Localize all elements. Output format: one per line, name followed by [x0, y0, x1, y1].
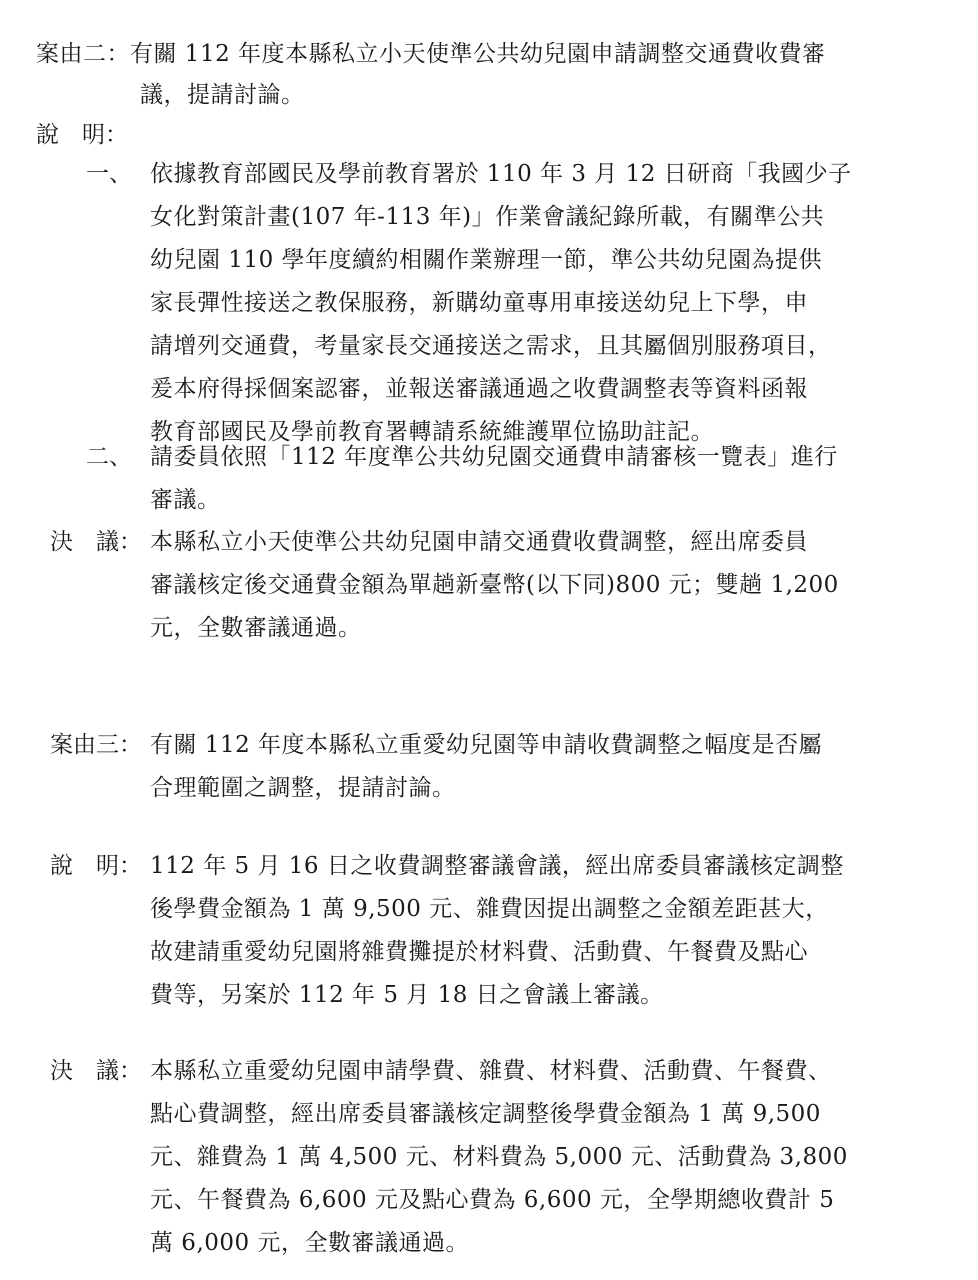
item1-line-2: 女化對策計畫(107 年-113 年)」作業會議紀錄所載，有關準公共	[150, 204, 825, 230]
item1-line-7: 教育部國民及學前教育署轉請系統維護單位協助註記。	[150, 419, 714, 445]
case2-resolution-label: 決 議：	[50, 529, 142, 555]
item1-line-3: 幼兒園 110 學年度續約相關作業辦理一節，準公共幼兒園為提供	[150, 247, 823, 273]
case2-explain-item1	[150, 153, 852, 454]
item1-line-1: 依據教育部國民及學前教育署於 110 年 3 月 12 日研商「我國少子	[150, 161, 852, 187]
item1-line-6: 爰本府得採個案認審，並報送審議通過之收費調整表等資料函報	[150, 376, 808, 402]
case2-resolution-line-3: 元，全數審議通過。	[150, 615, 362, 641]
case3-explain-line-3: 故建請重愛幼兒園將雜費攤提於材料費、活動費、午餐費及點心	[150, 939, 808, 965]
item2-line-2: 審議。	[150, 487, 221, 513]
case3-explain-line-4: 費等，另案於 112 年 5 月 18 日之會議上審議。	[150, 982, 664, 1008]
case2-section	[36, 33, 826, 76]
item2-line-1: 請委員依照「112 年度準公共幼兒園交通費申請審核一覽表」進行	[150, 444, 838, 470]
case3-section	[150, 724, 822, 810]
case3-resolution-label: 決 議：	[50, 1058, 142, 1084]
case3-line-2: 合理範圍之調整，提請討論。	[150, 775, 456, 801]
case2-line-2: 議，提請討論。	[140, 82, 305, 108]
case3-resolution-line-1: 本縣私立重愛幼兒園申請學費、雜費、材料費、活動費、午餐費、	[150, 1058, 832, 1084]
case3-line-1: 有關 112 年度本縣私立重愛幼兒園等申請收費調整之幅度是否屬	[150, 732, 823, 758]
case3-resolution-line-2: 點心費調整，經出席委員審議核定調整後學費金額為 1 萬 9,500	[150, 1101, 821, 1127]
case3-label: 案由三：	[50, 732, 142, 758]
item1-line-4: 家長彈性接送之教保服務，新購幼童專用車接送幼兒上下學，申	[150, 290, 808, 316]
case3-explain	[150, 845, 844, 1017]
case3-explain-line-2: 後學費金額為 1 萬 9,500 元、雜費因提出調整之金額差距甚大，	[150, 896, 829, 922]
case3-explain-label: 說 明：	[50, 853, 142, 879]
case2-explain-item2	[150, 436, 838, 522]
case2-explain-label: 說 明：	[36, 122, 128, 148]
case2-resolution-line-1: 本縣私立小天使準公共幼兒園申請交通費收費調整，經出席委員	[150, 529, 808, 555]
item1-line-5: 請增列交通費，考量家長交通接送之需求，且其屬個別服務項目，	[150, 333, 832, 359]
case2-line-1: 有關 112 年度本縣私立小天使準公共幼兒園申請調整交通費收費審	[130, 41, 826, 67]
case2-explain-item1-label: 一、	[86, 161, 132, 187]
case3-explain-line-1: 112 年 5 月 16 日之收費調整審議會議，經出席委員審議核定調整	[150, 853, 844, 879]
case3-resolution-line-4: 元、午餐費為 6,600 元及點心費為 6,600 元，全學期總收費計 5	[150, 1187, 835, 1213]
case3-resolution-line-3: 元、雜費為 1 萬 4,500 元、材料費為 5,000 元、活動費為 3,800	[150, 1144, 848, 1170]
case3-resolution-line-5: 萬 6,000 元，全數審議通過。	[150, 1230, 469, 1256]
case2-label: 案由二：	[36, 41, 130, 67]
case3-resolution	[150, 1050, 848, 1265]
case2-continuation	[140, 74, 305, 117]
case2-resolution-line-2: 審議核定後交通費金額為單趟新臺幣(以下同)800 元；雙趟 1,200	[150, 572, 839, 598]
case2-explain-item2-label: 二、	[86, 444, 132, 470]
case2-resolution	[150, 521, 839, 650]
